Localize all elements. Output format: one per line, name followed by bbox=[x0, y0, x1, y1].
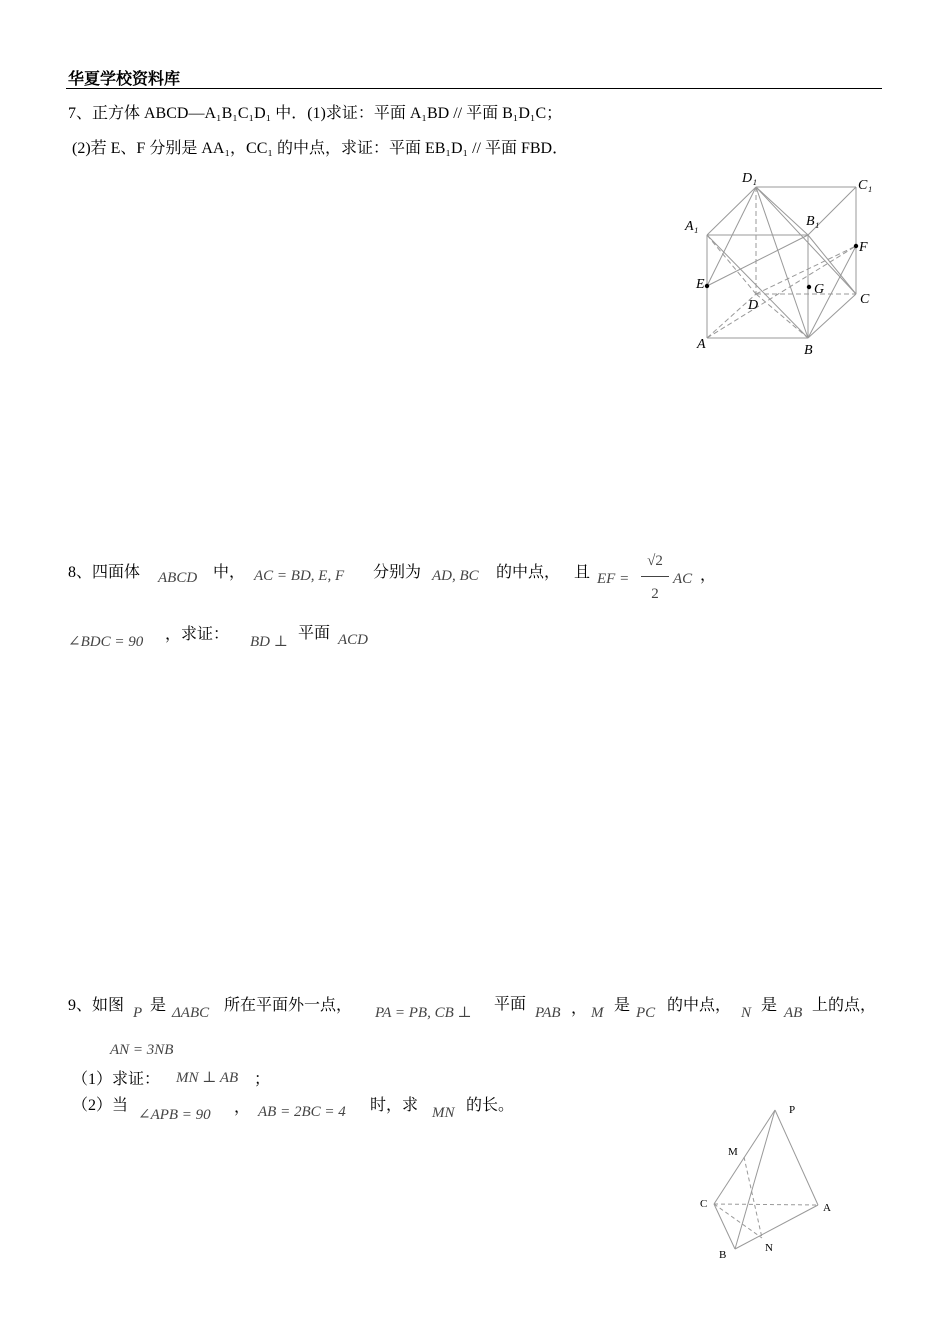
q8-ac: AC bbox=[673, 571, 693, 587]
header-divider bbox=[66, 88, 882, 89]
q9-ab: AB bbox=[784, 1005, 803, 1021]
label-p: P bbox=[789, 1104, 796, 1116]
q9-part2-mn: MN bbox=[432, 1105, 455, 1121]
q7-line1: 7、正方体 ABCD—A₁B₁C₁D₁ 中．(1)求证：平面 A₁BD // 平面 B₁D₁C； bbox=[68, 105, 563, 122]
q8-frac-bar bbox=[641, 576, 669, 577]
q9-part1-prefix: （1）求证： bbox=[72, 1071, 161, 1088]
q8-comma: ， bbox=[700, 567, 717, 584]
label-f: F bbox=[859, 240, 868, 255]
q9-m: M bbox=[591, 1005, 604, 1021]
q8-dezhongdian: 的中点， bbox=[496, 564, 561, 581]
label-c: C bbox=[860, 292, 870, 307]
q9-part2-angle: ∠APB = 90 bbox=[138, 1107, 211, 1123]
label-b1: B₁ bbox=[806, 214, 820, 229]
q8-mids: AD, BC bbox=[432, 568, 479, 584]
q9-part1-expr: MN ⊥ AB bbox=[176, 1070, 239, 1086]
q8-pingmian: 平面 bbox=[298, 625, 331, 642]
label-d: D bbox=[748, 298, 759, 313]
q9-prefix: 9、如图 bbox=[68, 997, 125, 1014]
q8-angle: ∠BDC = 90 bbox=[68, 634, 144, 650]
q8-frac-den: 2 bbox=[651, 586, 659, 602]
q8-zhong: 中， bbox=[213, 564, 246, 581]
label-a1: A₁ bbox=[685, 219, 699, 234]
q9-part2-comma: ， bbox=[234, 1099, 251, 1116]
q9-cond: PA = PB, CB ⊥ bbox=[375, 1005, 472, 1021]
label-b: B bbox=[804, 343, 813, 358]
q8-ef: EF = bbox=[597, 571, 630, 587]
q9-dezhongdian: 的中点， bbox=[667, 997, 732, 1014]
q9-shi3: 是 bbox=[761, 997, 778, 1014]
label-c1: C₁ bbox=[858, 178, 873, 193]
cube-figure bbox=[680, 165, 880, 365]
q9-part2-prefix: （2）当 bbox=[72, 1097, 129, 1114]
q9-part2-end: 的长。 bbox=[466, 1097, 515, 1114]
label-a: A bbox=[697, 337, 706, 352]
label-g: G bbox=[814, 282, 825, 297]
label-n: N bbox=[765, 1242, 773, 1254]
q8-qiuzheng: ，求证： bbox=[165, 626, 230, 643]
label-c: C bbox=[700, 1198, 708, 1210]
q9-part1-end: ； bbox=[254, 1071, 271, 1088]
q8-acd: ACD bbox=[338, 632, 368, 648]
q7-line2: (2)若 E、F 分别是 AA₁，CC₁ 的中点，求证：平面 EB₁D₁ // 平面 FBD． bbox=[72, 140, 569, 157]
label-e: E bbox=[696, 277, 705, 292]
q9-an: AN = 3NB bbox=[110, 1042, 174, 1058]
q8-prefix: 8、四面体 bbox=[68, 564, 141, 581]
q8-bdperp: BD ⊥ bbox=[250, 634, 288, 650]
q8-qie: 且 bbox=[574, 564, 591, 581]
q9-pc: PC bbox=[636, 1005, 656, 1021]
label-b: B bbox=[719, 1249, 727, 1261]
label-a: A bbox=[823, 1202, 831, 1214]
q8-frac-num: √2 bbox=[647, 553, 663, 569]
label-m: M bbox=[728, 1146, 738, 1158]
q8-cond1: AC = BD, E, F bbox=[254, 568, 345, 584]
q8-fenbie: 分别为 bbox=[373, 564, 422, 581]
q9-pingmian: 平面 bbox=[494, 996, 527, 1013]
q9-part2-shi: 时，求 bbox=[370, 1097, 419, 1114]
q9-suozai: 所在平面外一点， bbox=[224, 997, 353, 1014]
q9-shi: 是 bbox=[150, 997, 167, 1014]
q9-part2-expr: AB = 2BC = 4 bbox=[258, 1104, 346, 1120]
tetrahedron-figure bbox=[695, 1098, 840, 1263]
q9-comma1: ， bbox=[571, 1000, 588, 1017]
q9-tri: ΔABC bbox=[172, 1005, 210, 1021]
q9-pab: PAB bbox=[535, 1005, 561, 1021]
page-header-title: 华夏学校资料库 bbox=[68, 69, 181, 88]
q9-shangdedian: 上的点， bbox=[812, 997, 877, 1014]
label-d1: D₁ bbox=[742, 171, 757, 186]
q9-shi2: 是 bbox=[614, 997, 631, 1014]
q9-p: P bbox=[133, 1005, 143, 1021]
q9-n: N bbox=[741, 1005, 752, 1021]
q8-tetra: ABCD bbox=[158, 570, 198, 586]
